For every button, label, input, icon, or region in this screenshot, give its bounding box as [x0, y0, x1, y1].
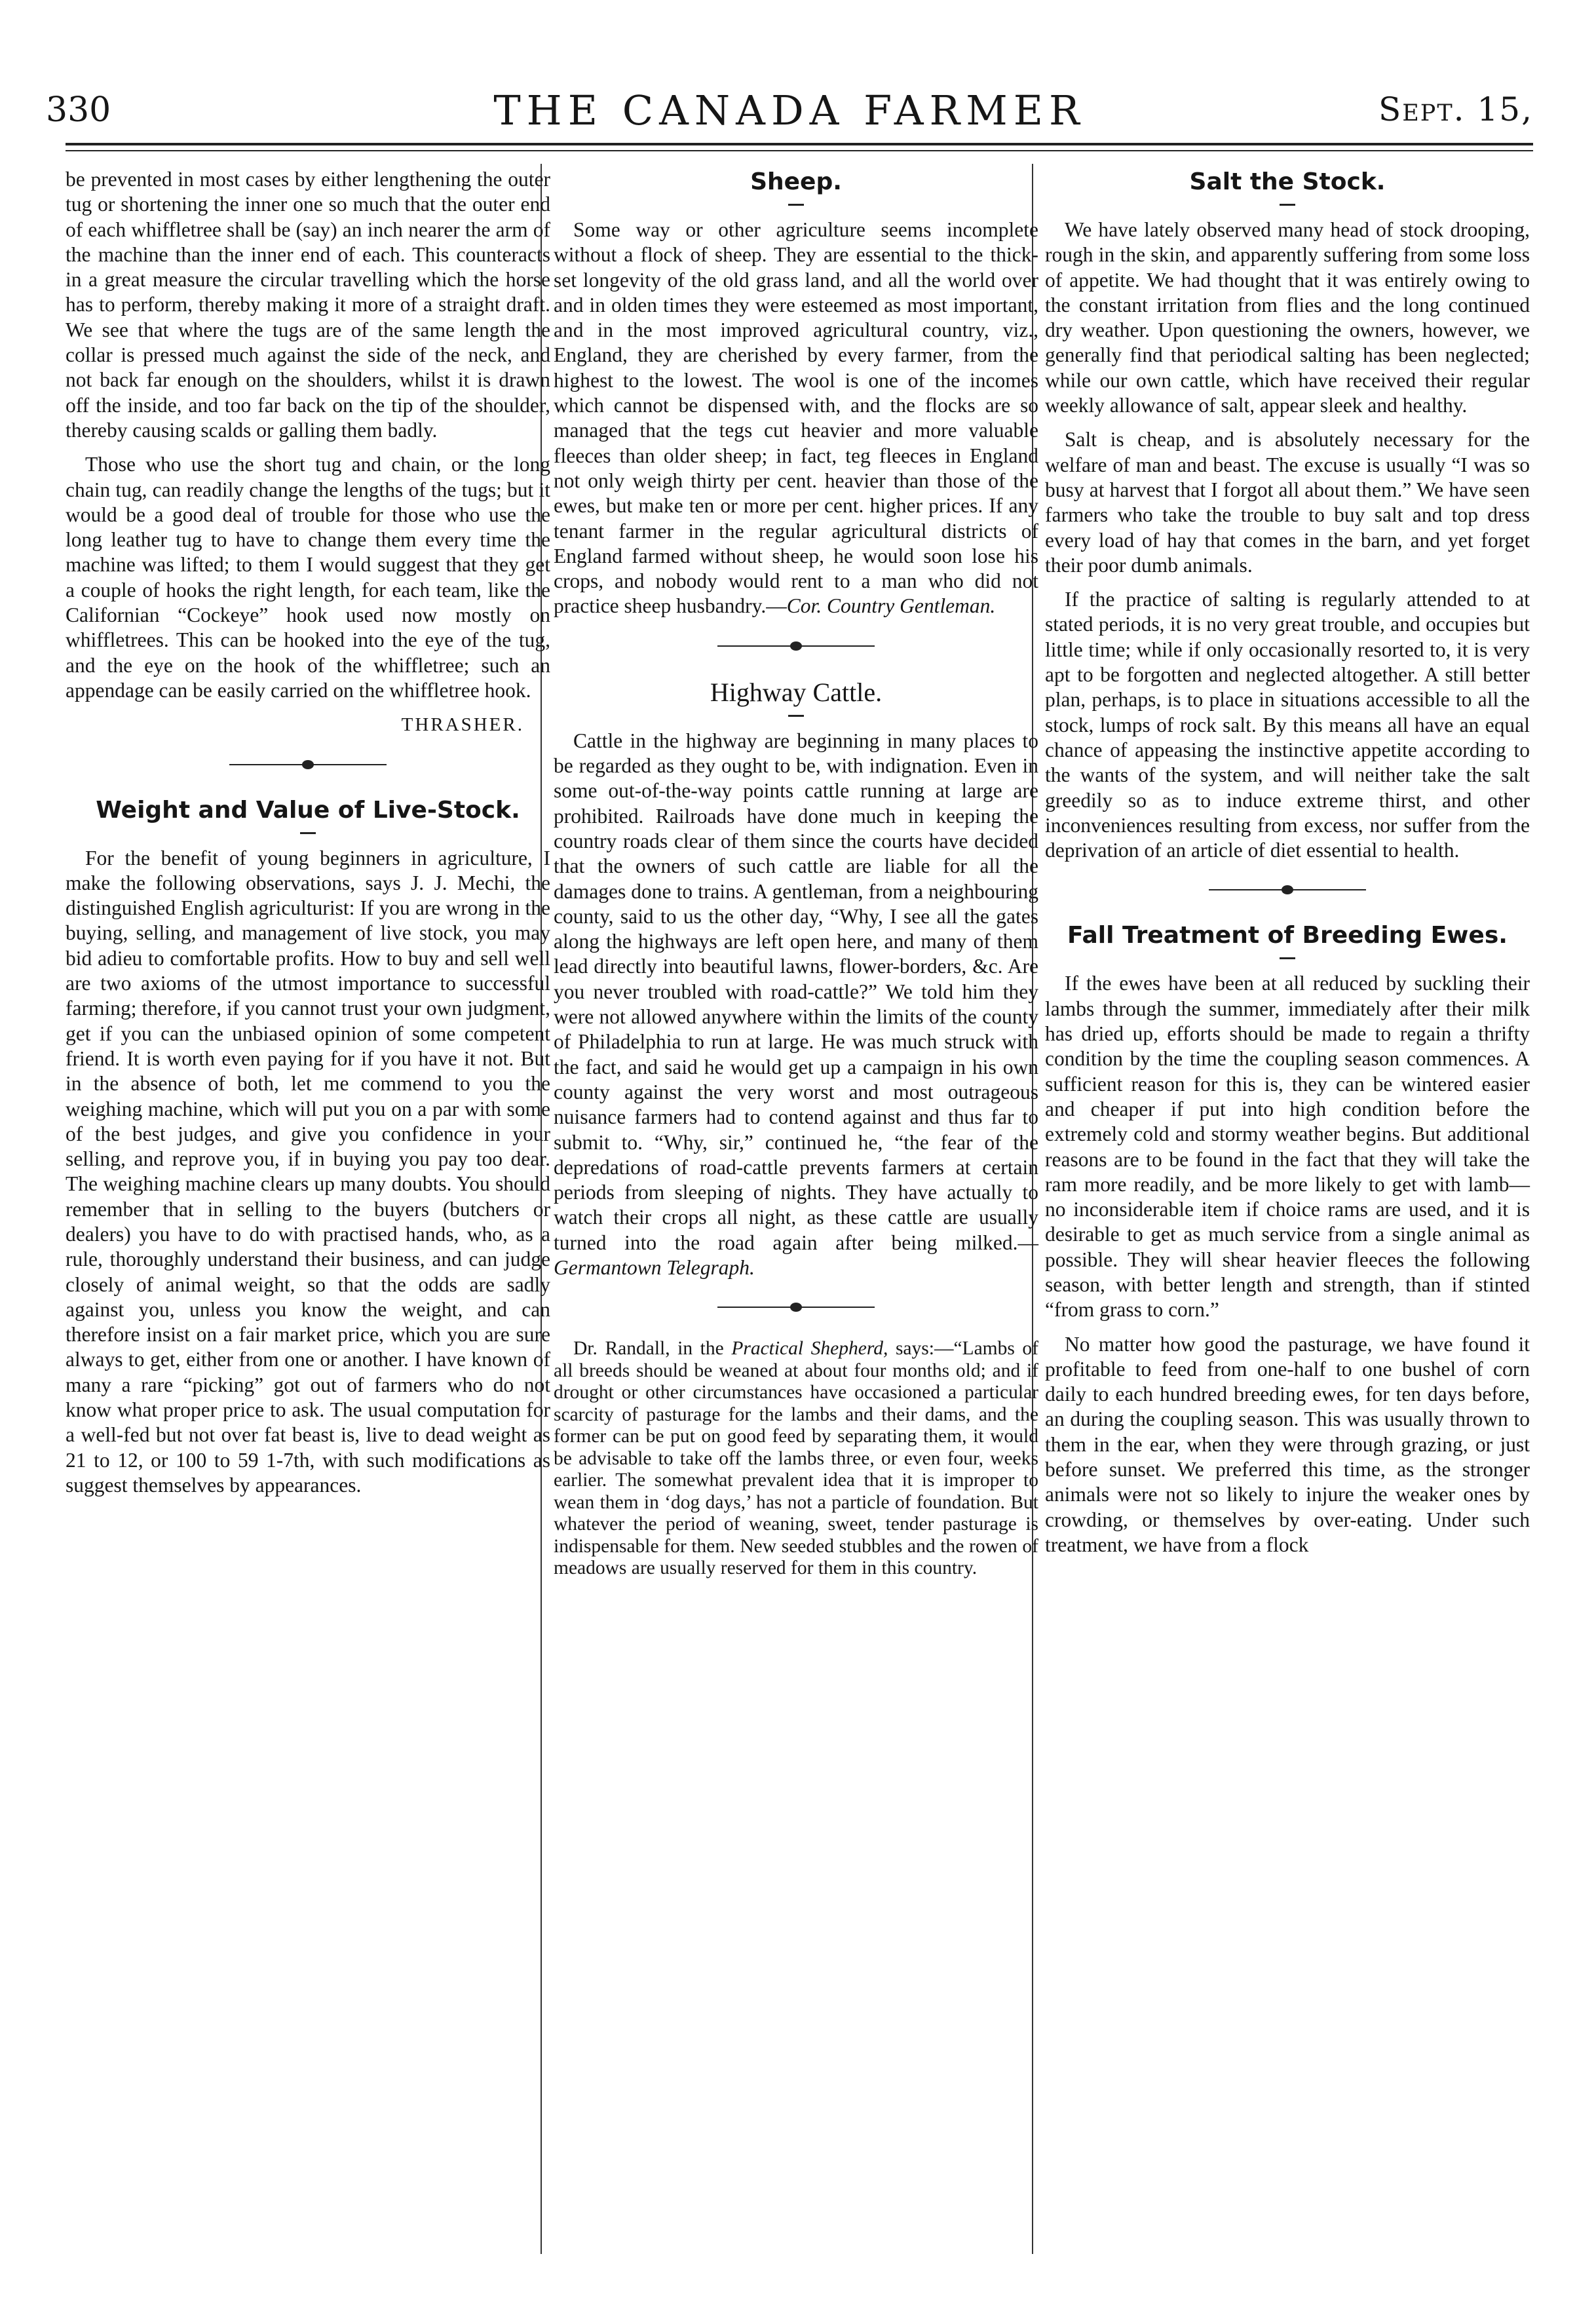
- column-2: [554, 167, 1038, 1589]
- section-ornament: [554, 1303, 1038, 1312]
- article-heading: Weight and Value of Live-Stock.: [96, 796, 520, 824]
- article-paragraph: For the benefit of young beginners in agriculture, I make the following observations, says J. J. Mechi, the distinguished English agriculturist: If you are wrong in the buying, selling, and management of live stock, you may bid adieu to comfortable profits. How to buy and sell well are two axioms of the utmost importance to successful farming; therefore, if you cannot trust your own judgment, get if you can the unbiased opinion of some competent friend. It is worth even paying for if you have it not. But in the absence of both, let me commend to you the weighing machine, which will put you on a par with some of the best judges, and give you confidence in your selling, and reprove you, if in buying you pay too dear. The weighing machine clears up many doubts. You should remember that in selling to the buyers (butchers or dealers) you have to do with practised hands, who, as a rule, thoroughly understand their business, and can judge closely of animal weight, so that the odds are sadly against you, unless you know the weight, and can therefore insist on a fair market price, which you are sure always to get, either from one or another. I have known of many a rare “picking” got out of farmers who do not know what proper price to ask. The usual computation for a well-fed but not over fat beast is, live to dead weight as 21 to 12, or 100 to 59 1-7th, with such modifications as suggest themselves by appearances.: [66, 846, 550, 1497]
- heading-dash: [788, 715, 804, 717]
- page-number: 330: [46, 90, 111, 130]
- column-3: [1045, 167, 1530, 1567]
- article-paragraph: be prevented in most cases by either lengthening the outer tug or shortening the inner one so much that the outer end of each whiffletree shall be (say) an inch nearer the arm of the machine than the inner end of each. This counteracts in a great measure the circular travelling which the horse has to perform, thereby making it more of a straight draft. We see that where the tugs are of the same length the collar is pressed much against the side of the neck, and not back far enough on the shoulders, whilst it is drawn off the inside, and too far back on the tip of the shoulder, thereby causing scalds or galling them badly.: [66, 168, 550, 442]
- section-ornament: [554, 641, 1038, 651]
- book-title: Practical Shepherd,: [731, 1338, 888, 1360]
- paragraph-text: says:—“Lambs of all breeds should be weaned at about four months old; and if drought or other circumstances have occasioned a particular scarcity of pasturage for the lambs and their dams, and the former can be put on good feed by separating them, it would be advisable to take off the lambs three, or even four, weeks earlier. The somewhat prevalent idea that it is improper to wean them in ‘dog days,’ has not a particle of foundation. But whatever the period of weaning, sweet, tender pasturage is indispensable for them. New seeded stubbles and the rowen of meadows are usually reserved for them in this country.: [554, 1338, 1038, 1579]
- masthead-title: THE CANADA FARMER: [493, 86, 1086, 134]
- column-1: [66, 167, 550, 1507]
- article-source: Germantown Telegraph.: [554, 1255, 755, 1279]
- heading-dash: [300, 832, 316, 834]
- heading-dash: [788, 204, 804, 206]
- header-rule-thin: [66, 150, 1533, 151]
- article-paragraph: If the ewes have been at all reduced by suckling their lambs through the summer, immediately after their milk has dried up, efforts should be made to regain a thrifty condition by the time the coupling season commences. A sufficient reason for this is, they can be wintered easier and cheaper if put into high condition before the extremely cold and stormy weather begins. But additional reasons are to be found in the fact that they will take the ram more readily, and be more likely to get with lamb—no inconsiderable item if choice rams are used, and it is desirable to get as much service from a single animal as possible. They will shear heavier fleeces the following season, with better length and strength, than if stinted “from grass to corn.”: [1045, 972, 1530, 1322]
- article-paragraph: [554, 1338, 1038, 1580]
- article-heading: Sheep.: [750, 168, 842, 195]
- article-paragraph: Salt is cheap, and is absolutely necessary for the welfare of man and beast. The excuse is usually “I was so busy at harvest that I forgot all about them.” We have seen farmers who take the trouble to buy salt and top dress every load of hay that comes in the barn, and yet forget their poor dumb animals.: [1045, 428, 1530, 577]
- paragraph-text: Dr. Randall, in the: [573, 1338, 732, 1360]
- article-paragraph: We have lately observed many head of stock drooping, rough in the skin, and apparently suffering from some loss of appetite. We had thought that it was entirely owing to the constant irritation from flies and the long continued dry weather. Upon questioning the owners, however, we generally find that periodical salting has been neglected; while our own cattle, which have received their regular weekly allowance of salt, appear sleek and healthy.: [1045, 218, 1530, 417]
- section-ornament: [66, 760, 550, 769]
- issue-date: Sept. 15,: [1378, 90, 1533, 128]
- article-source: Cor. Country Gentleman.: [786, 594, 996, 618]
- article-heading: Salt the Stock.: [1189, 168, 1386, 195]
- author-signature: THRASHER.: [401, 714, 524, 736]
- paragraph-text: Cattle in the highway are beginning in many places to be regarded as they ought to be, with indignation. Even in some out-of-the-way points cattle running at large are prohibited. Railroads have done much in keeping the country roads clear of them since the courts have decided that the owners of such cattle are liable for all the damages done to trains. A gentleman, from a neighbouring county, said to us the other day, “Why, I see all the gates along the highways are left open here, and many of them lead directly into beautiful lawns, flower-borders, &c. Are you never troubled with road-cattle?” We told him they were not allowed anywhere within the limits of the county of Philadelphia to run at large. He was much struck with the fact, and said he would get up a campaign in his own county against the very worst and most outrageous nuisance farmers had to contend against and thus far to submit to. “Why, sir,” continued he, “the fear of the depredations of road-cattle prevents farmers at certain periods from sleeping of nights. They have actually to watch their crops all night, as these cattle are usually turned into the road again after being milked.—: [554, 729, 1038, 1254]
- heading-dash: [1280, 957, 1295, 959]
- article-heading: Fall Treatment of Breeding Ewes.: [1067, 922, 1508, 949]
- article-paragraph: If the practice of salting is regularly attended to at stated periods, it is no very great trouble, and occupies but little time; while if only occasionally resorted to, it is very apt to be forgotten and neglected altogether. A still better plan, perhaps, is to place in situations accessible to all the stock, lumps of rock salt. By this means all have an equal chance of appeasing the instinctive appetite according to the wants of the system, and will neither take the salt greedily so as to induce extreme thirst, and other inconveniences resulting from excess, nor suffer from the deprivation of an article of diet essential to health.: [1045, 588, 1530, 862]
- page-header: [46, 84, 1533, 136]
- section-ornament: [1045, 885, 1530, 894]
- article-paragraph: [554, 218, 1038, 619]
- paragraph-text: Some way or other agriculture seems incomplete without a flock of sheep. They are essential to the thick-set longevity of the old grass land, and all the world over and in olden times they were esteemed as most important, and in the most improved agricultural country, viz., England, they are cherished by every farmer, from the highest to the lowest. The wool is one of the incomes which cannot be dispensed with, and the flocks are so managed that the tegs cut heavier and more valuable fleeces than older sheep; in fact, teg fleeces in England not only weigh thirty per cent. heavier than those of the ewes, but make ten or more per cent. higher prices. If any tenant farmer in the regular agricultural districts of England farmed without sheep, he would soon lose his crops, and nobody would rent to a man who did not practice sheep husbandry.—: [554, 218, 1038, 618]
- article-paragraph: No matter how good the pasturage, we have found it profitable to feed from one-half to one bushel of corn daily to each hundred breeding ewes, for ten days before, an during the coupling season. This was usually thrown to them in the ear, when they were through grazing, or just before sunset. We preferred this time, as the stronger animals were not so likely to injure the weaker ones by crowding, or themselves by over-eating. Under such treatment, we have from a flock: [1045, 1332, 1530, 1556]
- heading-dash: [1280, 204, 1295, 206]
- header-rule-thick: [66, 143, 1533, 145]
- article-paragraph: Those who use the short tug and chain, or the long chain tug, can readily change the lengths of the tugs; but it would be a good deal of trouble for those who use the long leather tug to have to change them every time the machine was lifted; to them I would suggest that they get a couple of hooks the right length, for each team, like the Californian “Cockeye” hook used now mostly on whiffletrees. This can be hooked into the eye of the tug, and the eye on the hook of the whiffletree; such an appendage can be easily carried on the whiffletree hook.: [66, 453, 550, 702]
- article-paragraph: [554, 729, 1038, 1281]
- article-heading: Highway Cattle.: [710, 677, 883, 707]
